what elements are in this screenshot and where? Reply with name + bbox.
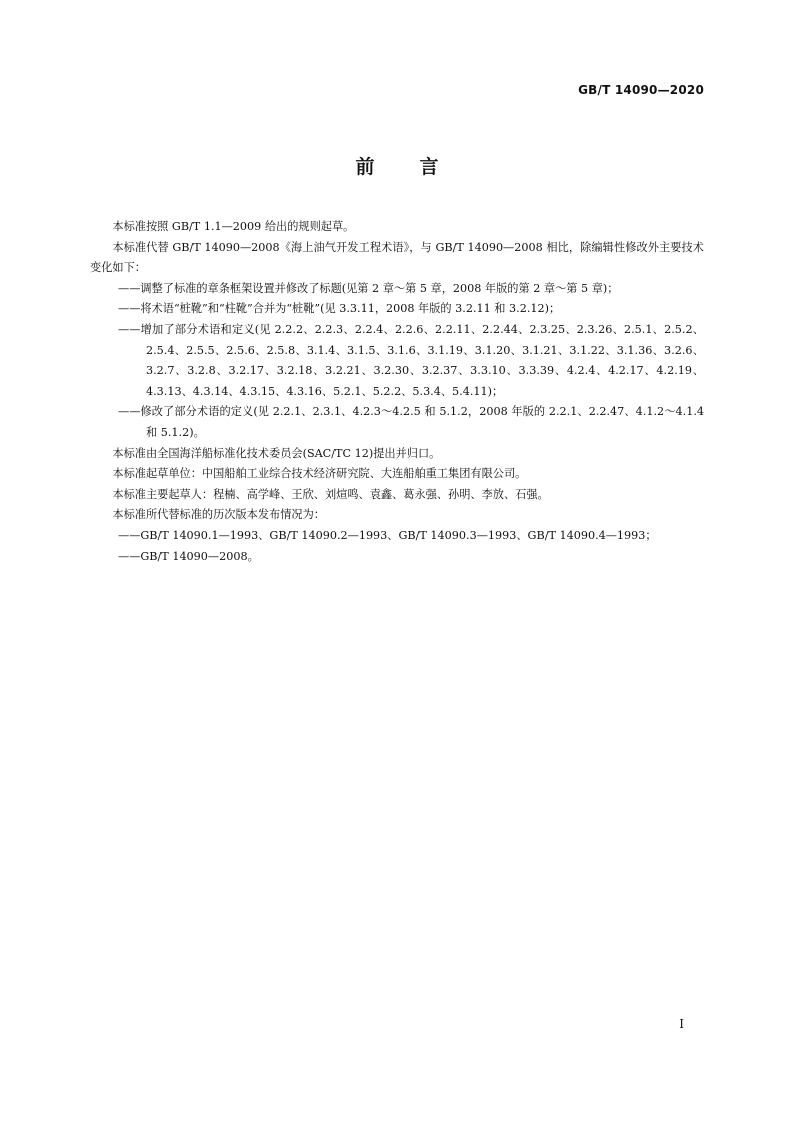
history-item: ——GB/T 14090.1—1993、GB/T 14090.2—1993、GB/T 14090.3—1993、GB/T 14090.4—1993；	[118, 528, 657, 542]
paragraph-history-intro: 本标准所代替标准的历次版本发布情况为：	[112, 508, 325, 522]
change-item: ——修改了部分术语的定义(见 2.2.1、2.3.1、4.2.3～4.2.5 和 5.1.2，2008 年版的 2.2.1、2.2.47、4.1.2～4.1.4 和 5.1.2)。	[118, 405, 704, 439]
foreword-body	[90, 217, 704, 567]
paragraph-drafters: 本标准主要起草人：程楠、高学峰、王欣、刘煊鸣、袁鑫、葛永强、孙明、李放、石强。	[112, 487, 549, 501]
change-item: ——调整了标准的章条框架设置并修改了标题(见第 2 章～第 5 章，2008 年版的第 2 章～第 5 章)；	[118, 281, 619, 295]
standard-code: GB/T 14090—2020	[578, 83, 704, 97]
paragraph-replacement: 本标准代替 GB/T 14090—2008《海上油气开发工程术语》，与 GB/T 14090—2008 相比，除编辑性修改外主要技术变化如下：	[90, 240, 704, 275]
paragraph-drafting-units: 本标准起草单位：中国船舶工业综合技术经济研究院、大连船舶重工集团有限公司。	[112, 467, 527, 481]
change-item: ——将术语“桩靴”和“柱靴”合并为“桩靴”(见 3.3.11，2008 年版的 3.2.11 和 3.2.12)；	[118, 302, 561, 316]
change-item: ——增加了部分术语和定义(见 2.2.2、2.2.3、2.2.4、2.2.6、2.2.11、2.2.44、2.3.25、2.3.26、2.5.1、2.5.2、2.5.4、2.5.5、2.5.6、2.5.8、3.1.4、3.1.5、3.1.6、3.1.19、3.1.20、3.1.21、3.1.22、3.1.36、3.2.6、3.2.7、3.2.8、3.2.17、3.2.18、3.2.21、3.2.30、3.2.37、3.3.10、3.3.39、4.2.4、4.2.17、4.2.19、4.3.13、4.3.14、4.3.15、4.3.16、5.2.1、5.2.2、5.3.4、5.4.11)；	[118, 322, 704, 398]
page-title: 前言	[355, 156, 484, 178]
paragraph-drafting-rules: 本标准按照 GB/T 1.1—2009 给出的规则起草。	[112, 220, 355, 233]
history-item: ——GB/T 14090—2008。	[118, 549, 259, 563]
page-number: I	[679, 1017, 684, 1031]
paragraph-proposer: 本标准由全国海洋船标准化技术委员会(SAC/TC 12)提出并归口。	[112, 446, 441, 460]
